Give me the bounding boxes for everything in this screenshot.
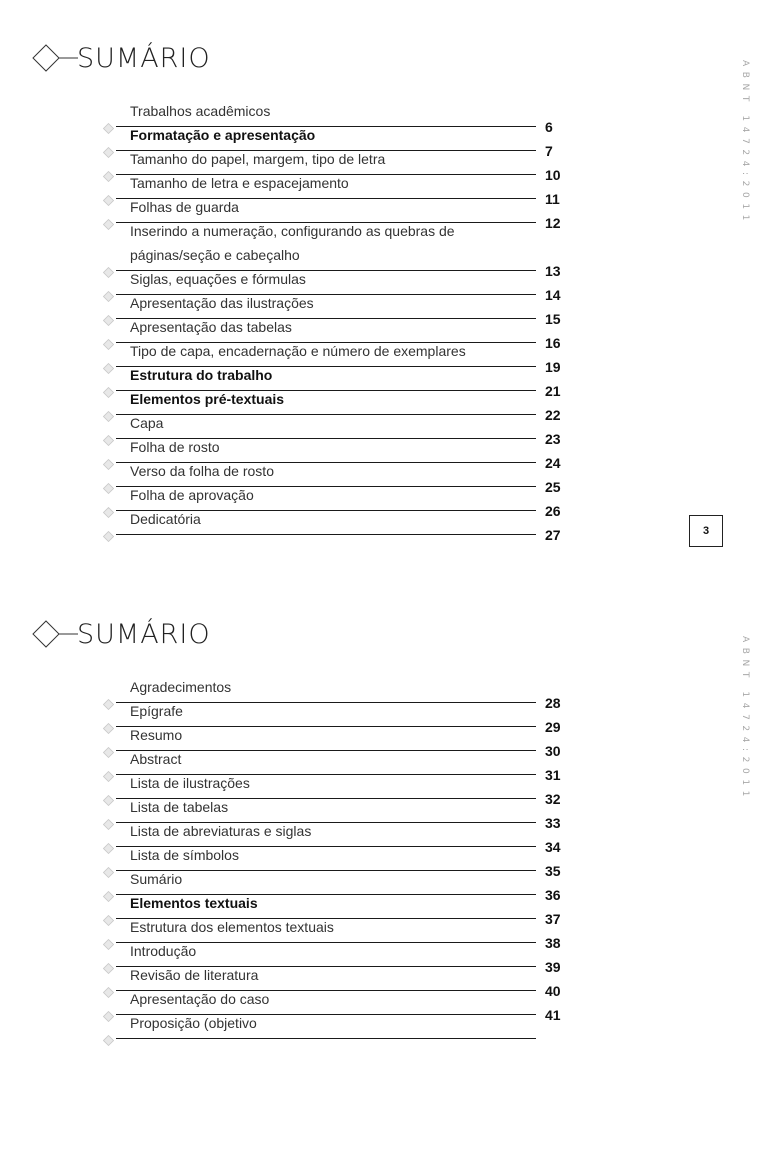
toc-entry-rule [116,1038,536,1039]
diamond-bullet-icon [103,531,114,542]
toc-entry-page-number: 41 [545,1007,561,1023]
toc-entry-label: Inserindo a numeração, configurando as quebras de páginas/seção e cabeçalho [130,223,455,263]
summary-heading [30,40,211,76]
toc-entry-label: Lista de ilustrações [130,775,250,791]
toc-entry-page-number: 33 [545,815,561,831]
norm-side-label: ABNT 14724:2011 [740,60,750,226]
toc-entry-page-number: 14 [545,287,561,303]
toc-entry-page-number: 37 [545,911,561,927]
toc-entry-label: Apresentação das tabelas [130,319,292,335]
toc-entry-label: Tamanho do papel, margem, tipo de letra [130,151,386,167]
toc-entry-page-number: 40 [545,983,561,999]
toc-entry [0,1015,768,1039]
toc-entry-label: Verso da folha de rosto [130,463,274,479]
toc-entry-page-number: 29 [545,719,561,735]
toc-entry-page-number: 11 [545,191,560,207]
toc-entry-page-number: 26 [545,503,561,519]
toc-entry-label: Estrutura do trabalho [130,367,273,383]
toc-entry-rule [116,534,536,535]
toc-entry-page-number: 19 [545,359,561,375]
toc-entry-page-number: 22 [545,407,561,423]
toc-entry-label: Folha de rosto [130,439,220,455]
toc-entry-label: Folhas de guarda [130,199,239,215]
toc-entry-page-number: 7 [545,143,553,159]
toc-entry-page-number: 30 [545,743,561,759]
toc-entry-label: Resumo [130,727,183,743]
toc-entry-page-number: 12 [545,215,561,231]
toc-entry-label: Lista de abreviaturas e siglas [130,823,312,839]
page-number-box: 3 [689,515,723,547]
toc-entry-label: Apresentação do caso [130,991,270,1007]
toc-entry-label: Formatação e apresentação [130,127,316,143]
page-title: SUMÁRIO [77,618,211,650]
toc-entry-label: Sumário [130,871,183,887]
toc-entry-label: Siglas, equações e fórmulas [130,271,306,287]
diamond-heading-icon [30,616,80,652]
toc-entry-page-number: 38 [545,935,561,951]
toc-entry-page-number: 25 [545,479,561,495]
toc-entry-label: Dedicatória [130,511,201,527]
toc-entry-page-number: 36 [545,887,561,903]
summary-page-2 [0,576,768,1152]
toc-entry-label: Lista de tabelas [130,799,229,815]
toc-entry-page-number: 16 [545,335,561,351]
toc-entry-page-number: 32 [545,791,561,807]
page-title: SUMÁRIO [77,42,211,74]
toc-entry-label: Revisão de literatura [130,967,259,983]
toc-entry-label: Capa [130,415,164,431]
toc-entry-label: Abstract [130,751,182,767]
diamond-heading-icon [30,40,80,76]
toc-entry-page-number: 31 [545,767,561,783]
toc-entry-page-number: 6 [545,119,553,135]
toc-entry-label: Apresentação das ilustrações [130,295,314,311]
toc-entry-label: Estrutura dos elementos textuais [130,919,334,935]
toc-entry-label: Tipo de capa, encadernação e número de exemplares [130,343,466,359]
toc-entry-page-number: 13 [545,263,561,279]
toc-entry-page-number: 10 [545,167,561,183]
toc-list [0,103,768,543]
norm-side-label: ABNT 14724:2011 [740,636,750,802]
toc-entry-label: Folha de aprovação [130,487,254,503]
toc-entry-page-number: 28 [545,695,561,711]
toc-entry-label: Tamanho de letra e espacejamento [130,175,349,191]
toc-entry-page-number: 24 [545,455,561,471]
toc-entry-label: Elementos textuais [130,895,258,911]
toc-entry-page-number: 15 [545,311,561,327]
toc-entry-label: Lista de símbolos [130,847,239,863]
toc-entry [0,511,768,543]
summary-heading [30,616,211,652]
toc-entry-page-number: 27 [545,527,561,543]
toc-entry-label: Epígrafe [130,703,183,719]
toc-entry-page-number: 34 [545,839,561,855]
toc-entry-page-number: 21 [545,383,561,399]
toc-entry-page-number: 35 [545,863,561,879]
toc-entry-label: Introdução [130,943,197,959]
toc-list [0,679,768,1039]
diamond-bullet-icon [103,1035,114,1046]
toc-entry-label: Trabalhos acadêmicos [130,103,271,119]
toc-entry-label: Proposição (objetivo [130,1015,257,1031]
toc-entry-page-number: 23 [545,431,561,447]
toc-entry-label: Agradecimentos [130,679,232,695]
toc-entry-label: Elementos pré-textuais [130,391,285,407]
toc-entry-page-number: 39 [545,959,561,975]
